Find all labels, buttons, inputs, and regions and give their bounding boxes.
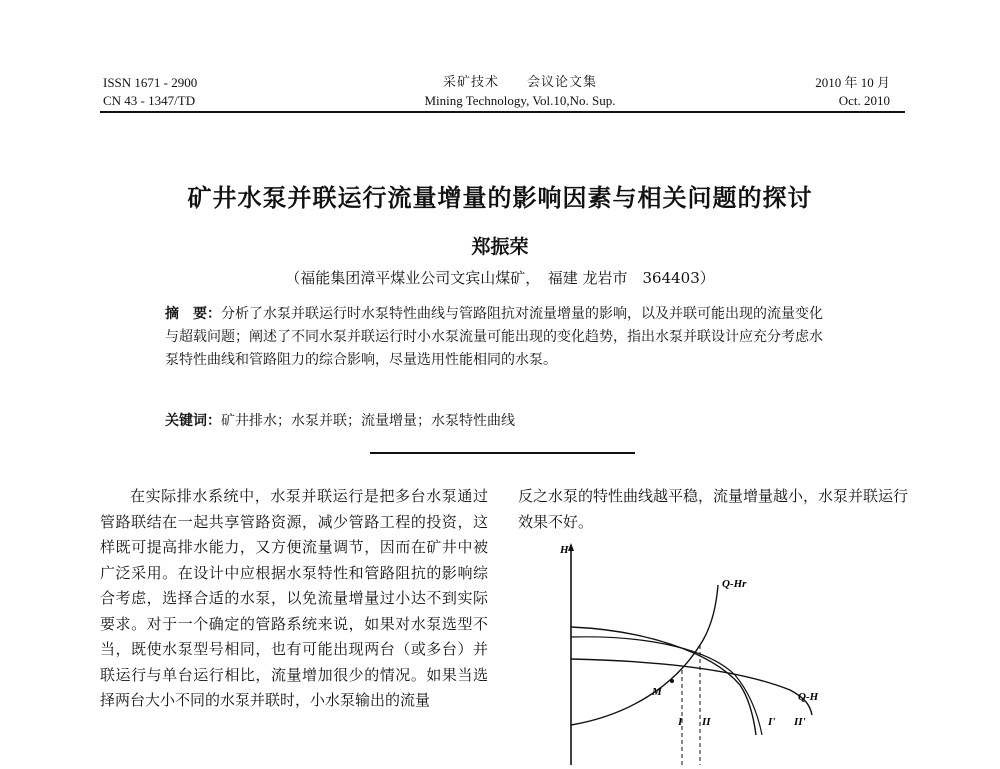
header-divider <box>100 111 905 113</box>
issn-text: ISSN 1671 - 2900 <box>103 75 198 90</box>
label-roman-i: I <box>678 716 683 728</box>
journal-name-en: Mining Technology, Vol.10,No. Sup. <box>424 93 616 108</box>
body-left-column: 在实际排水系统中，水泵并联运行是把多台水泵通过管路联结在一起共享管路资源，减少管路工程的投资，这样既可提高排水能力，又方便流量调节，因而在矿井中被广泛采用。在设计中应根据水泵特性和管路阻抗的影响综合考虑，选择合适的水泵，以免流量增量过小达不到实际要求。对于一个确定的管路系统来说，如果对水泵选型不当，既使水泵型号相同，也有可能出现两台（或多台）并联运行与单台运行相比，流量增加很少的情况。如果当选择两台大小不同的水泵并联时，小水泵输出的流量 <box>100 487 488 709</box>
label-roman-ii: II <box>702 716 711 728</box>
keywords-label: 关键词： <box>165 413 221 429</box>
pump-curve-label: Q-H <box>798 691 819 703</box>
pipe-curve-label: Q-Hr <box>722 578 747 590</box>
pump-curve-figure <box>540 535 900 765</box>
intersection-point-m <box>670 679 674 683</box>
journal-name-cn: 采矿技术 会议论文集 <box>442 75 597 90</box>
paper-title: 矿井水泵并联运行流量增量的影响因素与相关问题的探讨 <box>187 184 813 212</box>
keywords-text: 矿井排水；水泵并联；流量增量；水泵特性曲线 <box>221 413 515 429</box>
journal-issn-block <box>103 74 197 110</box>
cn-text: CN 43 - 1347/TD <box>103 93 196 108</box>
label-roman-i-prime: I' <box>768 716 776 728</box>
label-roman-ii-prime: II' <box>794 716 806 728</box>
h-axis-label: H <box>560 544 569 556</box>
pipe-characteristic-curve <box>571 585 718 725</box>
point-m-label: M <box>652 686 662 698</box>
abstract-label: 摘 要： <box>165 306 221 322</box>
h-axis-arrow <box>568 543 574 551</box>
issue-date-en: Oct. 2010 <box>838 93 890 108</box>
pump-curve-diagram <box>540 535 900 765</box>
keywords <box>165 410 835 432</box>
body-right-column: 反之水泵的特性曲线越平稳，流量增量越小，水泵并联运行效果不好。 <box>518 487 909 531</box>
abstract <box>165 303 835 372</box>
pump-curve-parallel <box>571 659 812 715</box>
section-divider <box>370 452 635 454</box>
issue-date-cn: 2010 年 10 月 <box>815 75 890 90</box>
issue-date-block <box>815 74 890 110</box>
abstract-text: 分析了水泵并联运行时水泵特性曲线与管路阻抗对流量增量的影响，以及并联可能出现的流量变化与超载问题；阐述了不同水泵并联运行时小水泵流量可能出现的变化趋势，指出水泵并联设计应充分考虑水泵特性曲线和管路阻力的综合影响，尽量选用性能相同的水泵。 <box>165 306 823 368</box>
pump-curve-secondary <box>571 637 762 735</box>
author-affiliation: （福能集团漳平煤业公司文宾山煤矿， 福建 龙岩市 364403） <box>285 269 715 287</box>
author-name: 郑振荣 <box>471 236 529 258</box>
journal-name-block <box>370 74 670 110</box>
